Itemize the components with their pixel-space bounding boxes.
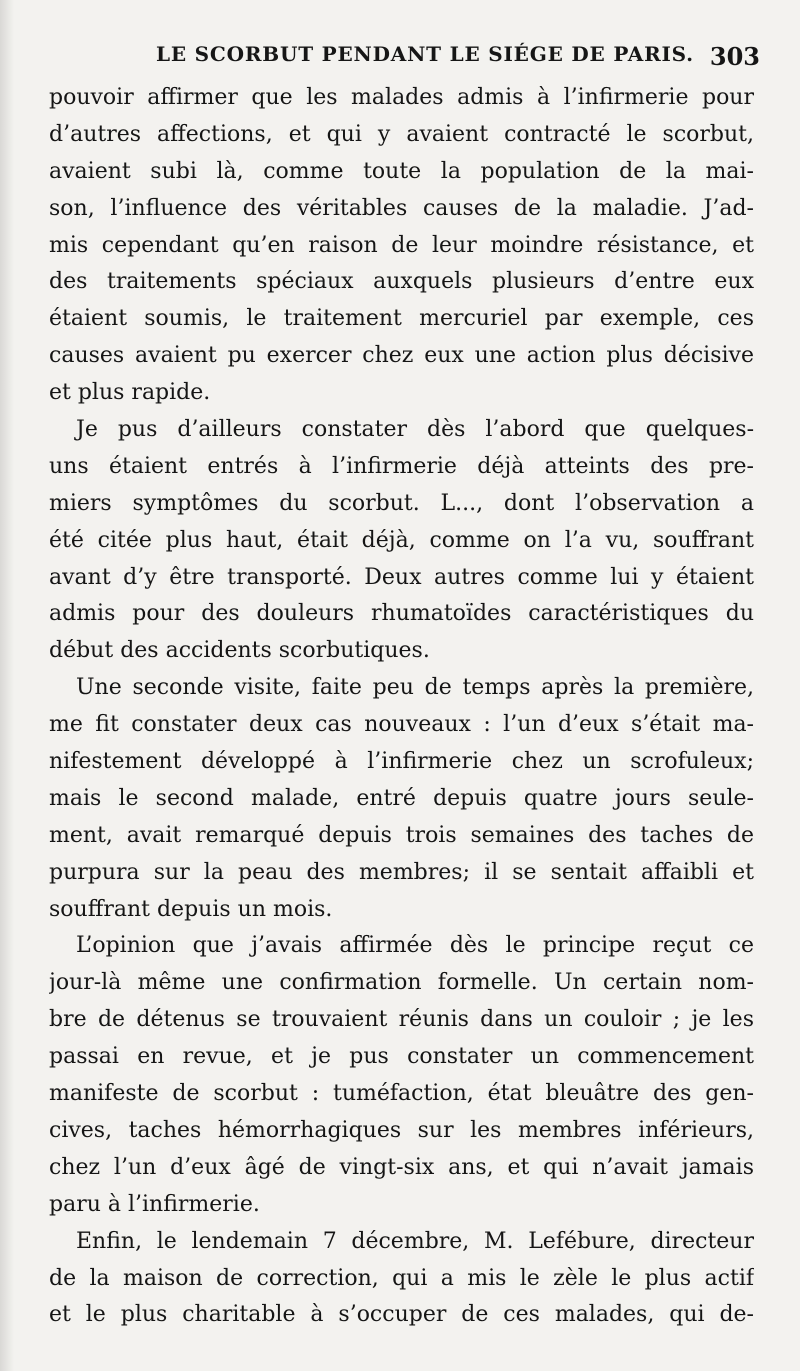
text-line: et le plus charitable à s’occuper de ces malades, qui de- — [49, 1302, 754, 1328]
text-line: et plus rapide. — [49, 380, 211, 406]
text-line: manifeste de scorbut : tuméfaction, état bleuâtre des gen- — [49, 1081, 754, 1107]
page-header — [48, 38, 760, 78]
text-line: mais le second malade, entré depuis quatre jours seule- — [49, 785, 754, 811]
running-title: LE SCORBUT PENDANT LE SIÉGE DE PARIS. — [156, 42, 694, 66]
text-line: mis cependant qu’en raison de leur moindre résistance, et — [49, 232, 754, 258]
body-text — [49, 80, 754, 1334]
text-line: son, l’influence des véritables causes de la maladie. J’ad- — [49, 195, 754, 221]
text-line: passai en revue, et je pus constater un commencement — [49, 1044, 754, 1070]
text-line: nifestement développé à l’infirmerie chez un scrofuleux; — [49, 749, 754, 775]
paragraph-first-line: Enfin, le lendemain 7 décembre, M. Lefébure, directeur — [76, 1228, 754, 1254]
text-line: ment, avait remarqué depuis trois semaines des taches de — [49, 822, 754, 848]
paragraph-first-line: L’opinion que j’avais affirmée dès le principe reçut ce — [76, 933, 754, 959]
text-line: pouvoir affirmer que les malades admis à l’infirmerie pour — [49, 85, 754, 110]
text-line: miers symptômes du scorbut. L..., dont l’observation a — [49, 490, 754, 516]
text-line: chez l’un d’eux âgé de vingt-six ans, et qui n’avait jamais — [49, 1154, 754, 1180]
text-line: avant d’y être transporté. Deux autres comme lui y étaient — [49, 564, 754, 590]
text-line: début des accidents scorbutiques. — [49, 638, 430, 664]
text-line: purpura sur la peau des membres; il se sentait affaibli et — [49, 859, 754, 885]
page-number: 303 — [709, 42, 760, 71]
text-line: été citée plus haut, était déjà, comme on l’a vu, souffrant — [49, 527, 754, 553]
text-line: bre de détenus se trouvaient réunis dans un couloir ; je les — [49, 1007, 754, 1033]
text-line: causes avaient pu exercer chez eux une action plus décisive — [49, 343, 754, 369]
text-line: jour-là même une confirmation formelle. Un certain nom- — [49, 970, 754, 996]
text-line: des traitements spéciaux auxquels plusieurs d’entre eux — [49, 269, 754, 295]
paragraph-first-line: Je pus d’ailleurs constater dès l’abord que quelques- — [76, 417, 754, 443]
text-line: étaient soumis, le traitement mercuriel par exemple, ces — [49, 306, 754, 332]
text-line: souffrant depuis un mois. — [49, 896, 333, 922]
page-gutter-shadow — [0, 0, 14, 1371]
text-line: d’autres affections, et qui y avaient contracté le scorbut, — [49, 121, 754, 147]
text-line: de la maison de correction, qui a mis le zèle le plus actif — [49, 1265, 754, 1291]
text-line: me fit constater deux cas nouveaux : l’un d’eux s’était ma- — [49, 712, 754, 738]
paragraph-first-line: Une seconde visite, faite peu de temps après la première, — [76, 675, 754, 701]
text-line: admis pour des douleurs rhumatoïdes caractéristiques du — [49, 601, 754, 627]
text-line: avaient subi là, comme toute la population de la mai- — [49, 158, 754, 184]
text-line: cives, taches hémorrhagiques sur les membres inférieurs, — [49, 1117, 754, 1143]
text-line: paru à l’infirmerie. — [49, 1191, 260, 1217]
text-line: uns étaient entrés à l’infirmerie déjà atteints des pre- — [49, 453, 754, 479]
